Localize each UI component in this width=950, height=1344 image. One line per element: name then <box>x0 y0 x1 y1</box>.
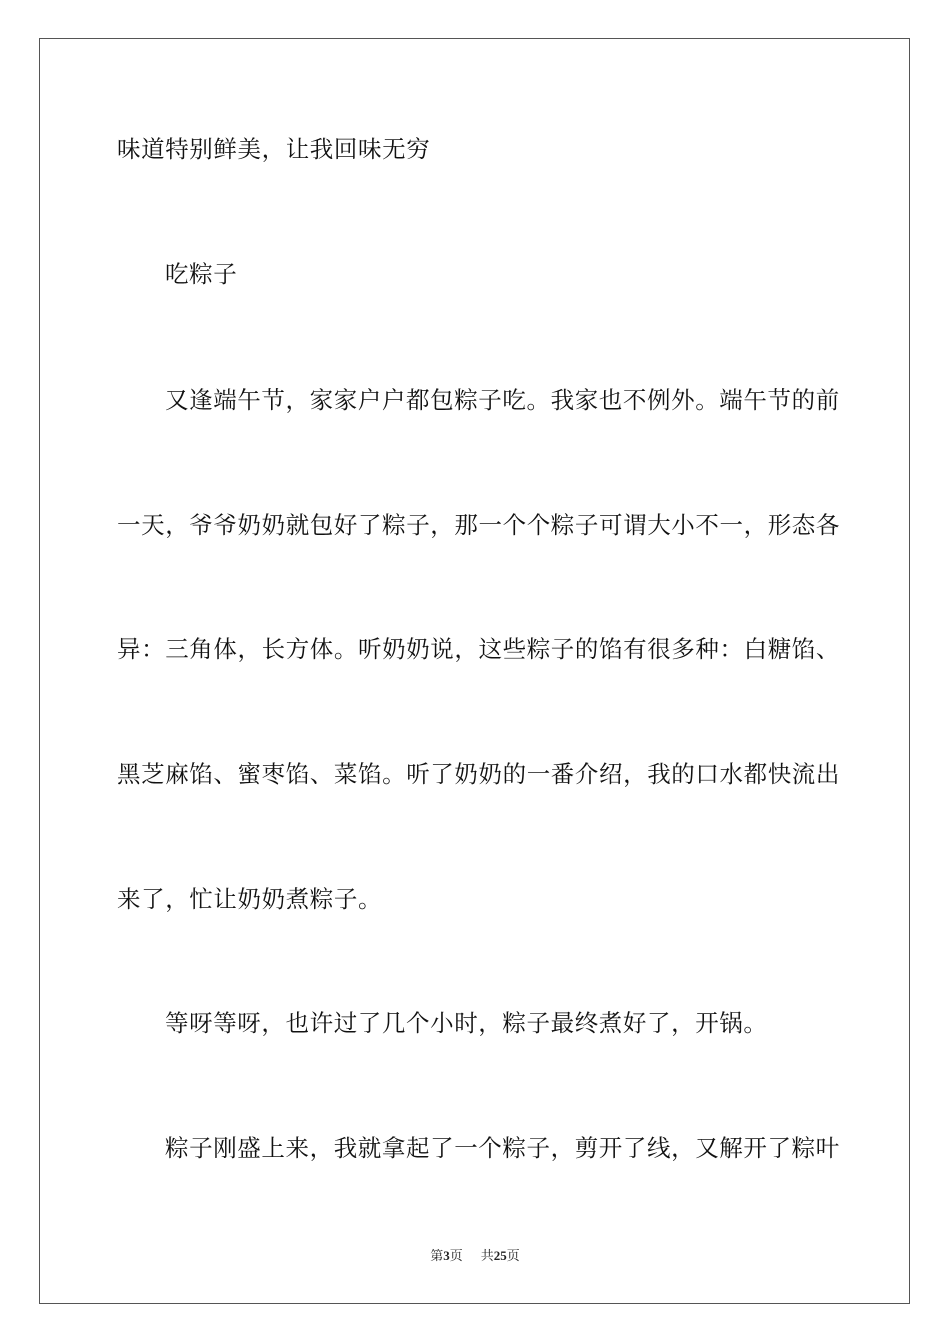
total-suffix: 页 <box>506 1249 520 1264</box>
text-line-4: 一天，爷爷奶奶就包好了粽子，那一个个粽子可谓大小不一，形态各 <box>117 511 840 539</box>
section-heading: 吃粽子 <box>165 260 238 288</box>
page-suffix: 页 <box>449 1249 463 1264</box>
page-number: 3 <box>443 1248 450 1263</box>
total-pages: 25 <box>493 1248 507 1263</box>
text-line-3: 又逢端午节，家家户户都包粽子吃。我家也不例外。端午节的前 <box>165 386 840 414</box>
page-footer <box>0 1246 950 1267</box>
text-line-8: 等呀等呀，也许过了几个小时，粽子最终煮好了，开锅。 <box>165 1009 768 1037</box>
page-prefix: 第 <box>430 1249 444 1264</box>
total-prefix: 共 <box>480 1249 494 1264</box>
text-line-7: 来了，忙让奶奶煮粽子。 <box>117 885 383 913</box>
text-line-1: 味道特别鲜美，让我回味无穷 <box>117 135 431 163</box>
text-line-9: 粽子刚盛上来，我就拿起了一个粽子，剪开了线，又解开了粽叶 <box>165 1134 840 1162</box>
text-line-6: 黑芝麻馅、蜜枣馅、菜馅。听了奶奶的一番介绍，我的口水都快流出 <box>117 760 840 788</box>
text-line-5: 异：三角体，长方体。听奶奶说，这些粽子的馅有很多种：白糖馅、 <box>117 635 840 663</box>
page-border <box>39 38 910 1304</box>
